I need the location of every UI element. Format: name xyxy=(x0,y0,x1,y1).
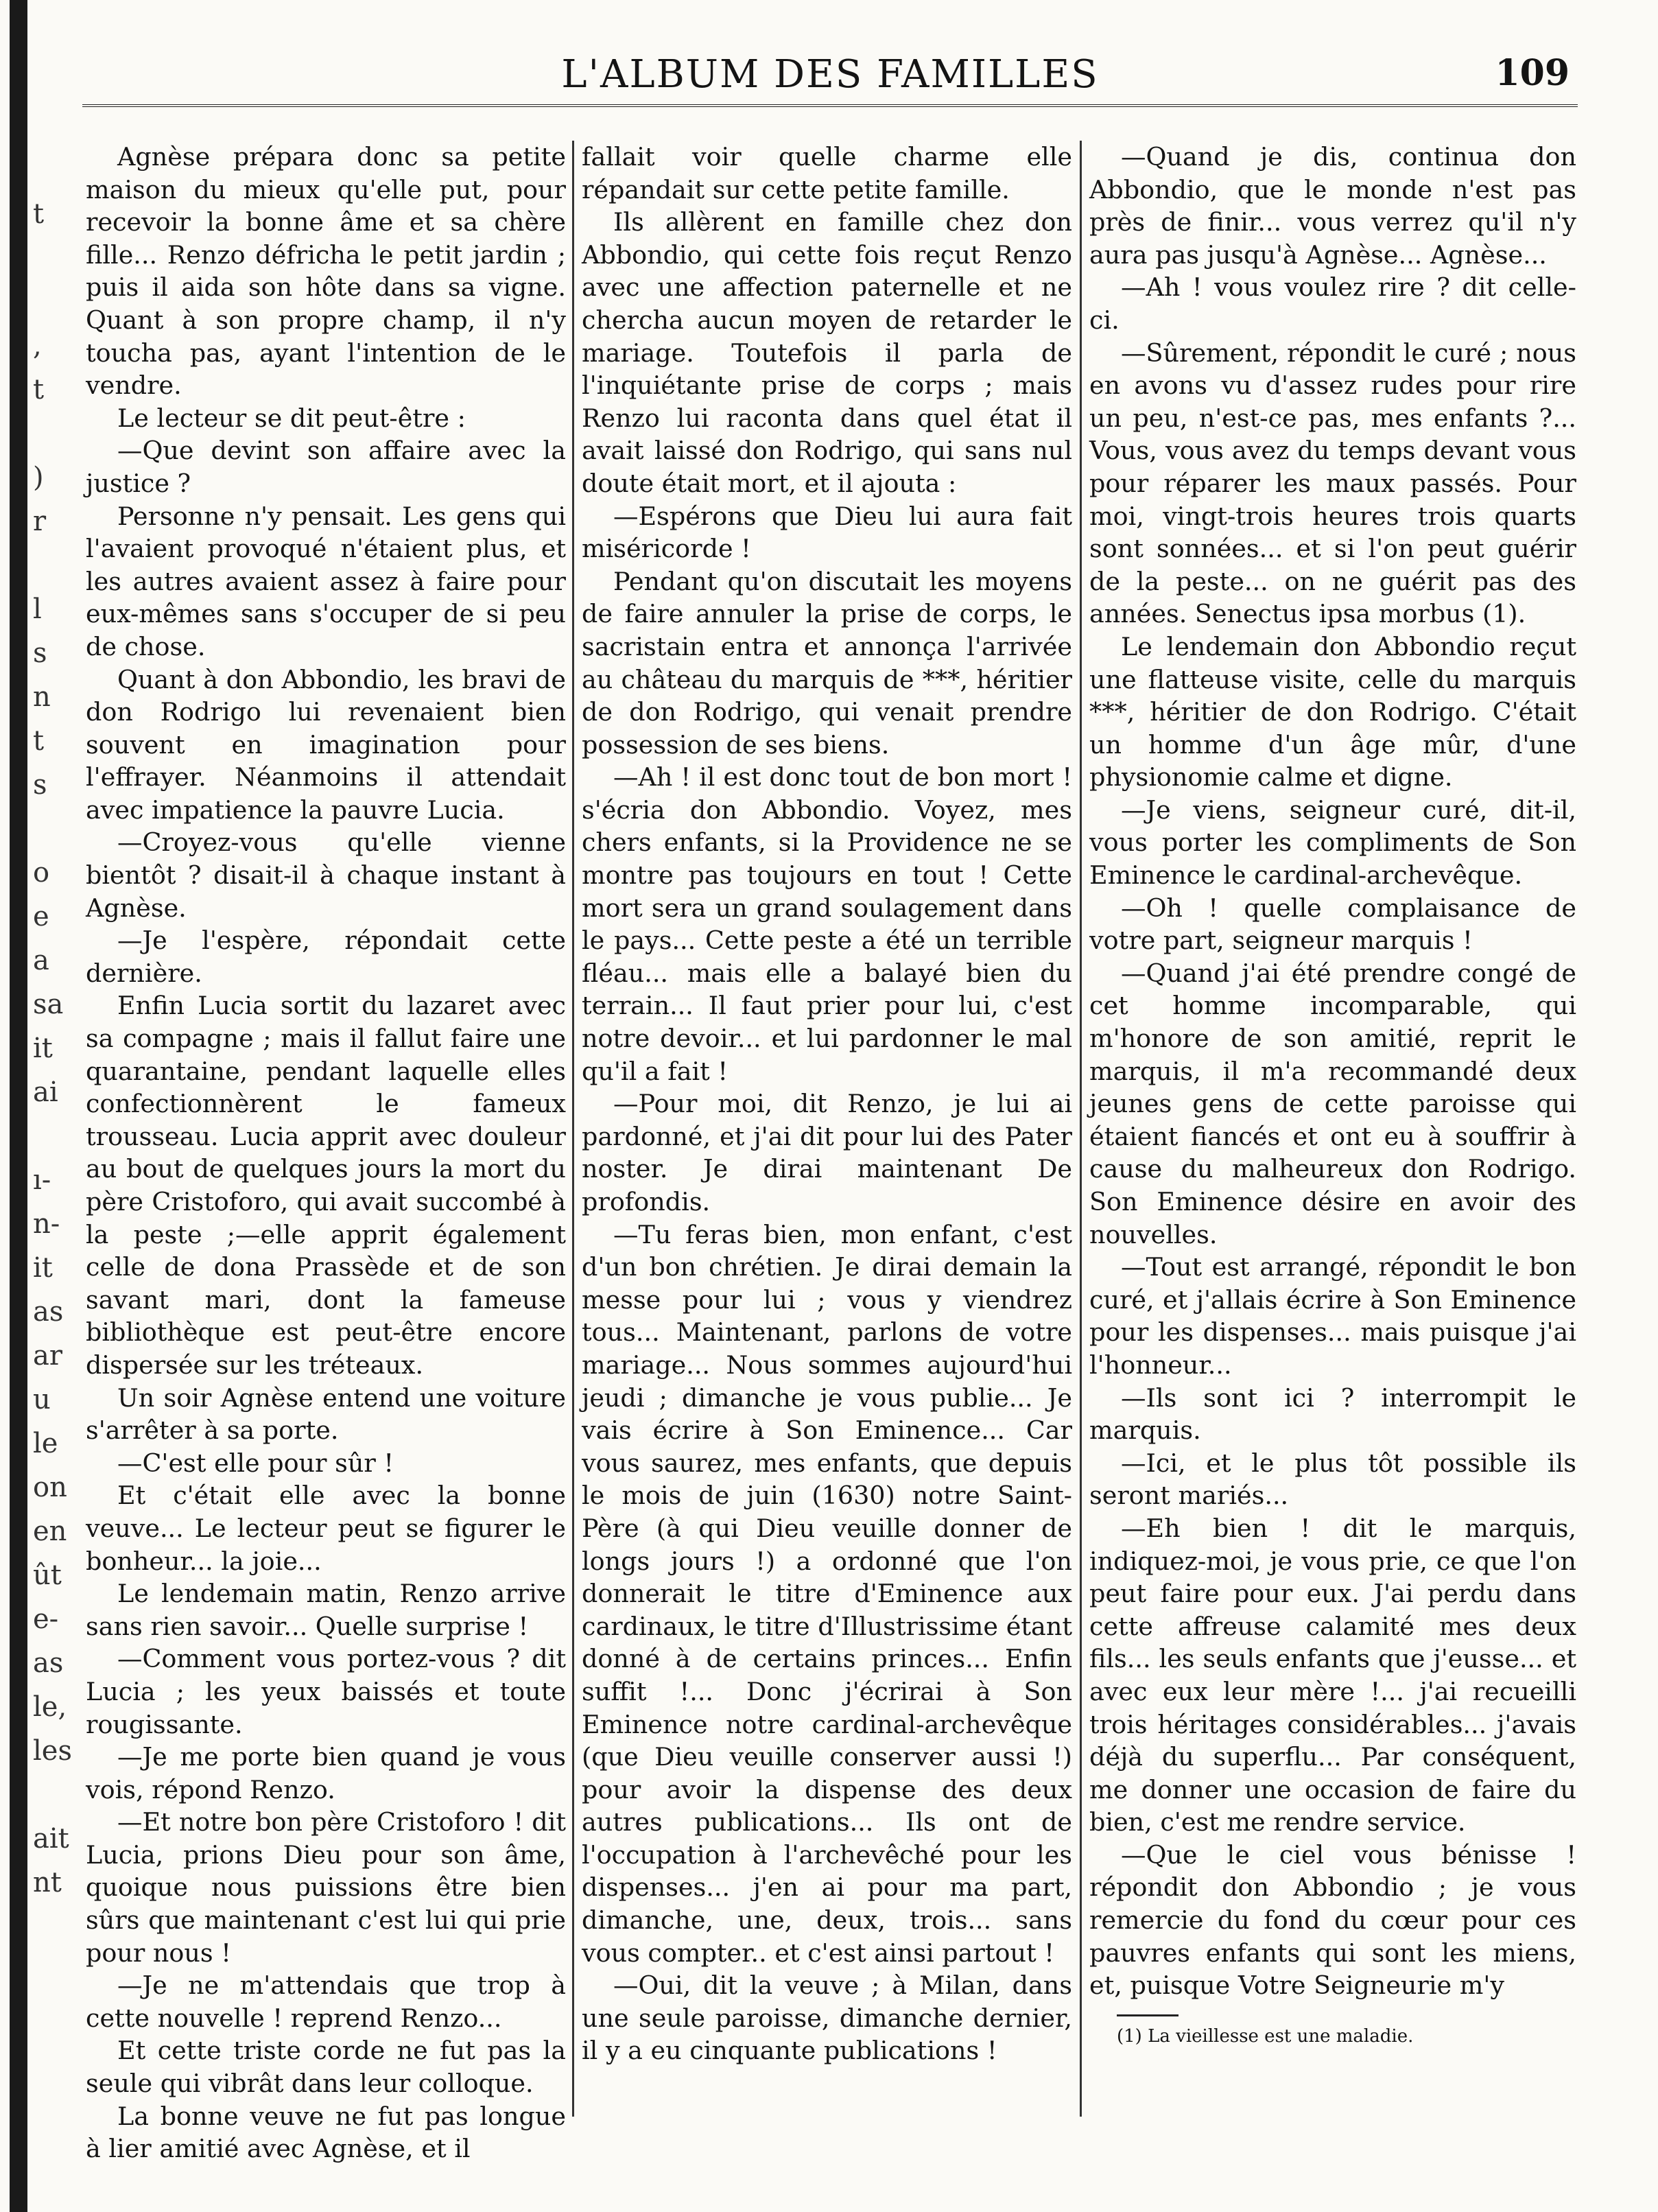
bleed-fragment: as xyxy=(33,1647,64,1679)
header-rule xyxy=(82,104,1578,107)
paragraph: —Eh bien ! dit le marquis, indiquez-moi, je vous prie, ce que l'on peut faire pour eux. J'ai perdu dans cette affreuse calamité mes deux fils... les seuls enfants que j'eusse... et avec eux leur mère !... j'ai recueilli trois héritages considérables... j'avais déjà du superflu... Par conséquent, me donner une occasion de faire du bien, c'est me rendre service. xyxy=(1089,1513,1576,1837)
bleed-fragment: s xyxy=(33,637,47,669)
bleed-fragment: u xyxy=(33,1384,51,1415)
bleed-fragment: le xyxy=(33,1428,58,1459)
paragraph: —Tu feras bien, mon enfant, c'est d'un bon chrétien. Je dirai demain la messe pour lui ; vous y viendrez tous... Maintenant, parlons de votre mariage... Nous sommes aujourd'hui jeudi ; dimanche je vous publie... Je vais écrire à Son Eminence... Car vous saurez, mes enfants, que depuis le mois de juin (1630) notre Saint-Père (à qui Dieu veuille donner de longs jours !) a ordonné que l'on donnerait le titre d'Eminence aux cardinaux, le titre d'Illustrissime étant donné à de certains princes... Enfin suffit !... Donc j'écrirai à Son Eminence notre cardinal-archevêque (que Dieu veuille conserver aussi !) pour avoir la dispense des deux autres publications... Ils ont de l'occupation à l'archevêché pour les dispenses... j'en ai pour ma part, dimanche, une, deux, trois... sans vous compter.. et c'est ainsi partout ! xyxy=(582,1219,1072,1968)
paragraph: Quant à don Abbondio, les bravi de don Rodrigo lui revenaient bien souvent en imagination pour l'effrayer. Néanmoins il attendait avec impatience la pauvre Lucia. xyxy=(86,664,566,825)
bleed-fragment: sa xyxy=(33,989,64,1020)
scan-edge-bar xyxy=(10,0,27,2212)
bleed-fragment: l xyxy=(33,593,42,625)
paragraph: —Et notre bon père Cristoforo ! dit Lucia, prions Dieu pour son âme, quoique nous puissions être bien sûrs que maintenant c'est lui qui prie pour nous ! xyxy=(86,1807,566,1968)
bleed-fragment: ût xyxy=(33,1560,62,1591)
bleed-fragment: t xyxy=(33,198,45,230)
bleed-fragment xyxy=(33,1773,69,1817)
paragraph: —Quand je dis, continua don Abbondio, que le monde n'est pas près de finir... vous verrez qu'il n'y aura pas jusqu'à Agnèse... Agnèse... xyxy=(1089,142,1576,270)
text-column-3 xyxy=(1089,141,1576,2130)
paragraph: Le lendemain matin, Renzo arrive sans rien savoir... Quelle surprise ! xyxy=(86,1579,566,1641)
paragraph: —Je me porte bien quand je vous vois, répond Renzo. xyxy=(86,1742,566,1804)
paragraph: Et c'était elle avec la bonne veuve... Le lecteur peut se figurer le bonheur... la joie... xyxy=(86,1481,566,1576)
bleed-fragment: ar xyxy=(33,1340,62,1372)
bleed-fragment: en xyxy=(33,1516,67,1547)
bleed-fragment xyxy=(33,412,69,456)
paragraph: Personne n'y pensait. Les gens qui l'avaient provoqué n'étaient plus, et les autres avaient assez à faire pour eux-mêmes sans s'occuper de si peu de chose. xyxy=(86,501,566,661)
paragraph: —C'est elle pour sûr ! xyxy=(117,1448,394,1478)
bleed-fragment xyxy=(33,1114,69,1158)
bleed-fragment: r xyxy=(33,506,47,537)
bleed-fragment: t xyxy=(33,374,45,405)
paragraph: fallait voir quelle charme elle répandait sur cette petite famille. xyxy=(582,142,1072,204)
bleed-fragment: t xyxy=(33,725,45,757)
bleed-fragment: , xyxy=(33,330,42,362)
bleed-fragment: ai xyxy=(33,1076,58,1108)
page-number: 109 xyxy=(1495,52,1570,94)
paragraph: Agnèse prépara donc sa petite maison du mieux qu'elle put, pour recevoir la bonne âme et sa chère fille... Renzo défricha le petit jardin ; puis il aida son hôte dans sa vigne. Quant à son propre champ, il n'y toucha pas, ayant l'intention de le vendre. xyxy=(86,142,566,401)
bleed-fragment: e- xyxy=(33,1603,59,1635)
bleed-fragment: as xyxy=(33,1296,64,1328)
paragraph: —Sûrement, répondit le curé ; nous en avons vu d'assez rudes pour rire un peu, n'est-ce pas, mes enfants ?... Vous, vous avez du temps devant vous pour réparer les maux passés. Pour moi, vingt-trois heures trois quarts sont sonnées... et si l'on peut guérir de la peste... on ne guérit pas des années. Senectus ipsa morbus (1). xyxy=(1089,338,1576,629)
paragraph: —Je ne m'attendais que trop à cette nouvelle ! reprend Renzo... xyxy=(86,1970,566,2033)
paragraph: —Tout est arrangé, répondit le bon curé, et j'allais écrire à Son Eminence pour les dispenses... mais puisque j'ai l'honneur... xyxy=(1089,1252,1576,1380)
paragraph: —Ah ! vous voulez rire ? dit celle-ci. xyxy=(1089,272,1576,335)
paragraph: Et cette triste corde ne fut pas la seule qui vibrât dans leur colloque. xyxy=(86,2036,566,2099)
bleed-fragment: le, xyxy=(33,1691,67,1723)
bleed-fragment: e xyxy=(33,901,49,932)
paragraph: —Je l'espère, répondait cette dernière. xyxy=(86,926,566,988)
bleed-fragment: n xyxy=(33,681,51,713)
bleed-fragment: a xyxy=(33,945,49,976)
footnote: (1) La vieillesse est une maladie. xyxy=(1117,2025,1414,2047)
bleed-fragment: it xyxy=(33,1033,53,1064)
bleed-fragment xyxy=(33,280,69,324)
paragraph: Le lecteur se dit peut-être : xyxy=(117,403,466,433)
paragraph: Pendant qu'on discutait les moyens de faire annuler la prise de corps, le sacristain entra et annonça l'arrivée au château du marquis de ***, héritier de don Rodrigo, qui venait prendre possession de ses biens. xyxy=(582,566,1072,760)
column-separator xyxy=(1080,141,1082,2117)
footnote-rule xyxy=(1117,2014,1179,2016)
paragraph: —Ils sont ici ? interrompit le marquis. xyxy=(1089,1382,1576,1446)
paragraph: —Quand j'ai été prendre congé de cet homme incomparable, qui m'honore de son amitié, reprit le marquis, il m'a recommandé deux jeunes gens de cette paroisse qui étaient fiancés et ont eu à souffrir à cause du malheureux don Rodrigo. Son Eminence désire en avoir des nouvelles. xyxy=(1089,958,1576,1249)
bleed-fragment: ) xyxy=(33,462,44,493)
paragraph: —Que devint son affaire avec la justice ? xyxy=(86,436,566,498)
paragraph: Enfin Lucia sortit du lazaret avec sa compagne ; mais il fallut faire une quarantaine, pendant laquelle elles confectionnèrent le fameux trousseau. Lucia apprit avec douleur au bout de quelques jours la mort du père Cristoforo, qui avait succombé à la peste ;—elle apprit également celle de dona Prassède et de son savant mari, dont la fameuse bibliothèque est peut-être encore dispersée sur les tréteaux. xyxy=(86,991,566,1380)
paragraph: —Oui, dit la veuve ; à Milan, dans une seule paroisse, dimanche dernier, il y a eu cinquante publications ! xyxy=(582,1970,1072,2066)
paragraph: Ils allèrent en famille chez don Abbondio, qui cette fois reçut Renzo avec une affection paternelle et ne chercha aucun moyen de retarder le mariage. Toutefois il parla de l'inquiétante prise de corps ; mais Renzo lui raconta dans quel état il avait laissé don Rodrigo, qui sans nul doute était mort, et il ajouta : xyxy=(582,207,1072,498)
paragraph: —Ici, et le plus tôt possible ils seront mariés... xyxy=(1089,1448,1576,1511)
bleed-fragment: on xyxy=(33,1472,67,1503)
paragraph: Le lendemain don Abbondio reçut une flatteuse visite, celle du marquis ***, héritier de don Rodrigo. C'était un homme d'un âge mûr, d'une physionomie calme et digne. xyxy=(1089,631,1576,792)
paragraph: —Espérons que Dieu lui aura fait miséricorde ! xyxy=(582,501,1072,564)
bleed-fragment xyxy=(33,236,69,280)
paragraph: La bonne veuve ne fut pas longue à lier amitié avec Agnèse, et il xyxy=(86,2101,566,2164)
bleed-fragment: ait xyxy=(33,1823,69,1855)
paragraph: —Oh ! quelle complaisance de votre part, seigneur marquis ! xyxy=(1089,893,1576,956)
paragraph: Un soir Agnèse entend une voiture s'arrêter à sa porte. xyxy=(86,1382,566,1446)
text-column-2 xyxy=(582,141,1072,2130)
bleed-fragment: o xyxy=(33,857,50,889)
paragraph: —Ah ! il est donc tout de bon mort ! s'écria don Abbondio. Voyez, mes chers enfants, si la Providence ne se montre pas toujours en tout ! Cette mort sera un grand soulagement dans le pays... Cette peste a été un terrible fléau... mais elle a balayé bien du terrain... Il faut prier pour lui, c'est notre devoir... et lui pardonner le mal qu'il a fait ! xyxy=(582,762,1072,1086)
facing-page-bleed xyxy=(33,192,72,2099)
paragraph: —Que le ciel vous bénisse ! répondit don Abbondio ; je vous remercie du fond du cœur pour ces pauvres enfants qui sont les miens, et, puisque Votre Seigneurie m'y xyxy=(1089,1839,1576,2001)
paragraph: —Je viens, seigneur curé, dit-il, vous porter les compliments de Son Eminence le cardinal-archevêque. xyxy=(1089,795,1576,891)
paragraph: —Comment vous portez-vous ? dit Lucia ; les yeux baissés et toute rougissante. xyxy=(86,1644,566,1739)
bleed-fragment: les xyxy=(33,1735,72,1767)
bleed-fragment: it xyxy=(33,1252,53,1284)
running-title: L'ALBUM DES FAMILLES xyxy=(561,52,1099,97)
column-separator xyxy=(572,141,574,2117)
bleed-fragment: s xyxy=(33,769,47,801)
bleed-fragment: n- xyxy=(33,1208,60,1240)
bleed-fragment: ı- xyxy=(33,1164,51,1196)
bleed-fragment: nt xyxy=(33,1867,62,1898)
page-header xyxy=(82,40,1578,102)
paragraph: —Croyez-vous qu'elle vienne bientôt ? disait-il à chaque instant à Agnèse. xyxy=(86,827,566,923)
bleed-fragment xyxy=(33,543,69,587)
paragraph: —Pour moi, dit Renzo, je lui ai pardonné, et j'ai dit pour lui des Pater noster. Je dirai maintenant De profondis. xyxy=(582,1089,1072,1216)
bleed-fragment xyxy=(33,807,69,851)
text-column-1 xyxy=(86,141,566,2164)
